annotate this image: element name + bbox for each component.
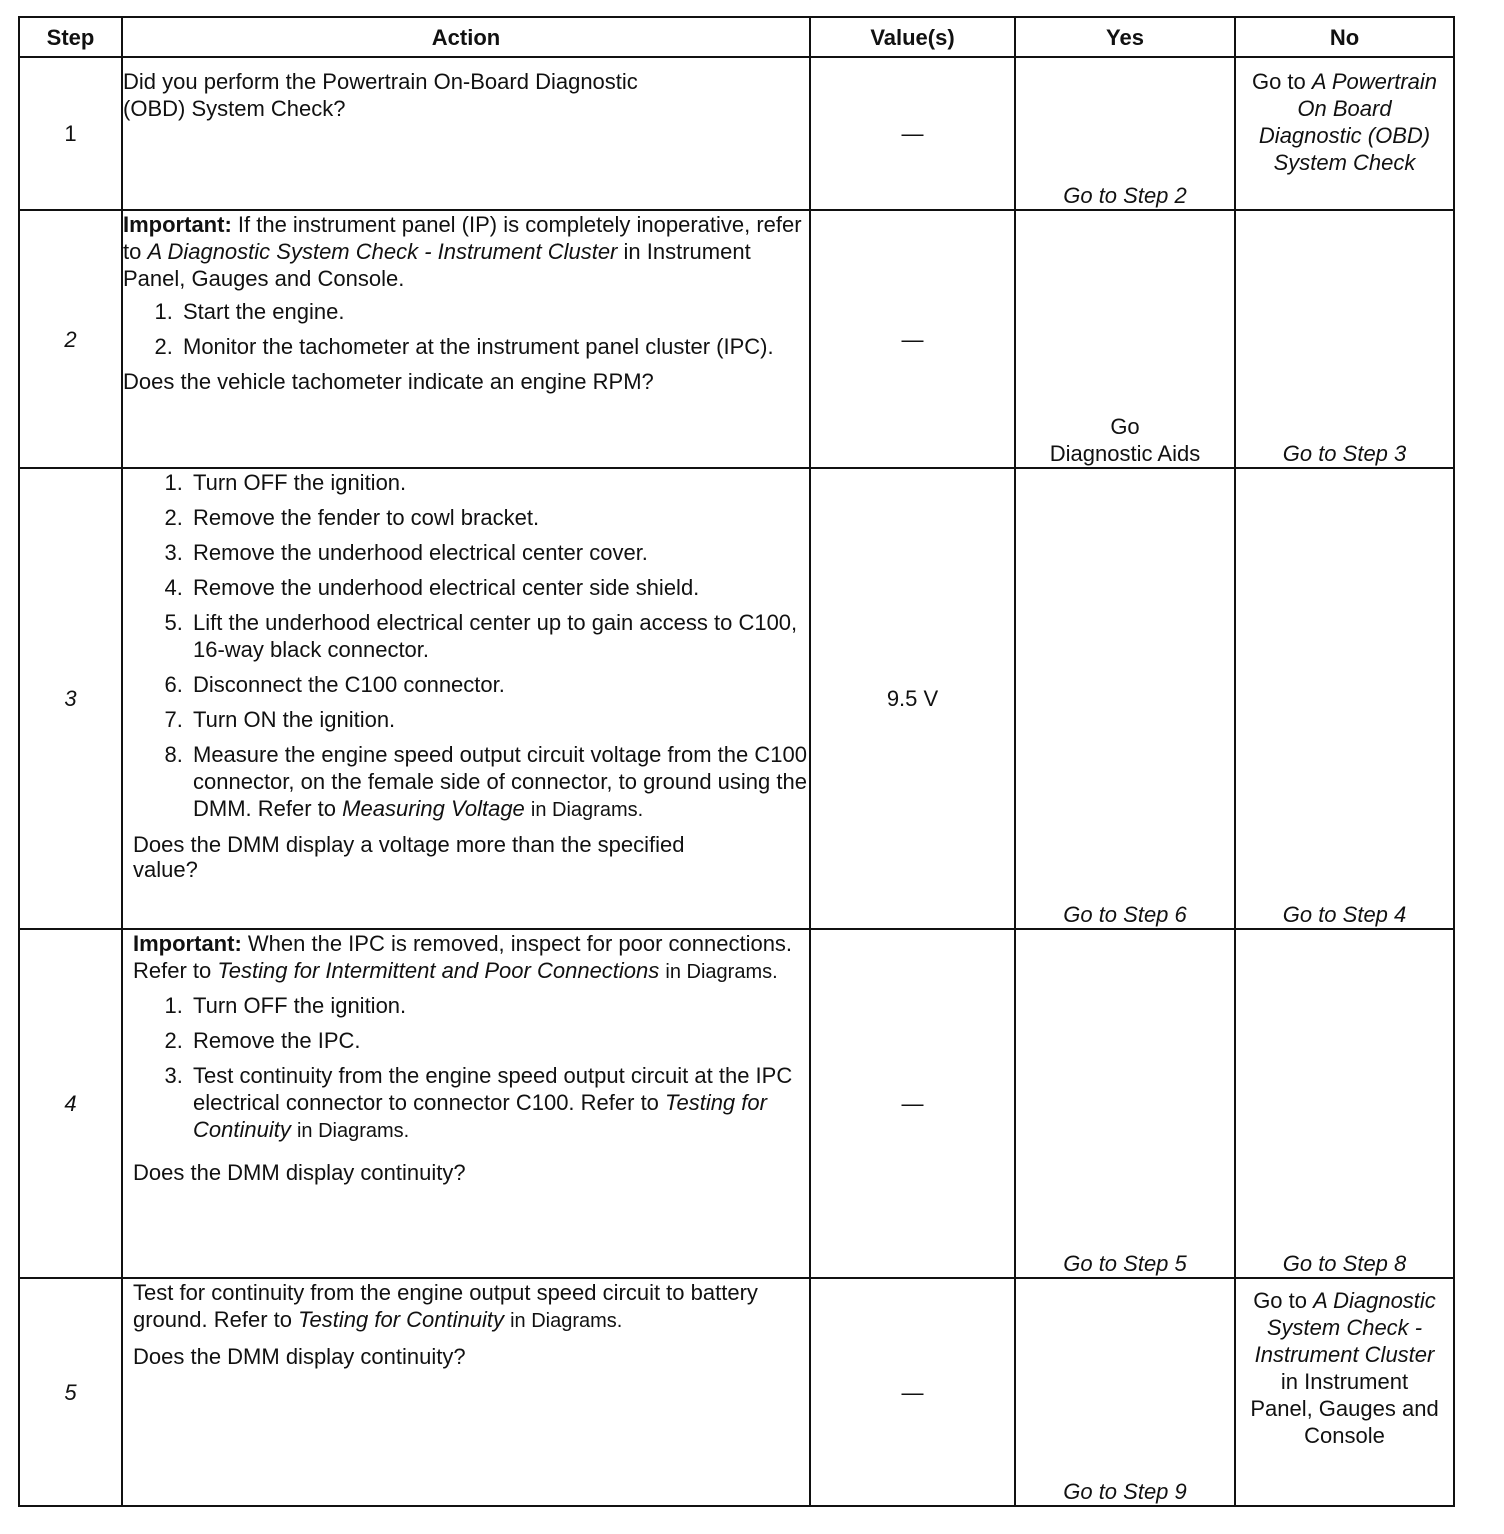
test-note: [133, 1279, 809, 1335]
value-text: —: [901, 1091, 924, 1116]
important-text: When the IPC is removed, inspect for poor connections. Refer to: [133, 931, 793, 983]
step8-tail: in Diagrams.: [530, 799, 644, 821]
no-link[interactable]: [1245, 68, 1445, 176]
step8-text: Measure the engine speed output circuit voltage from the C100 connector, on the female side of connector, to ground using the DMM. Refer to: [193, 742, 807, 821]
diagnostic-table: [18, 16, 1455, 1507]
step-number: 3: [19, 468, 122, 929]
value-cell: [810, 57, 1015, 210]
header-step: Step: [19, 17, 122, 57]
important-label: Important:: [133, 931, 242, 956]
list-item: 1. Turn OFF the ignition.: [189, 992, 809, 1019]
header-action: Action: [122, 17, 810, 57]
yes-line-2: Diagnostic Aids: [1049, 441, 1201, 466]
question-text: Does the DMM display continuity?: [133, 1344, 466, 1369]
action-cell: [122, 468, 810, 929]
step-number: 4: [19, 929, 122, 1278]
no-tail: in Instrument Panel, Gauges and Console: [1250, 1369, 1439, 1448]
yes-link[interactable]: Go to Step 5: [1063, 1251, 1187, 1276]
yes-cell: [1015, 210, 1235, 468]
action-cell: [122, 1278, 810, 1506]
header-no: No: [1235, 17, 1454, 57]
table-row-step-2: [19, 210, 1454, 468]
important-note: [133, 930, 809, 986]
no-cell: [1235, 1278, 1454, 1506]
step-list: [133, 469, 809, 824]
list-item: 2. Remove the IPC.: [189, 1027, 809, 1054]
value-text: —: [901, 1379, 924, 1405]
no-cell: [1235, 57, 1454, 210]
action-cell: [122, 929, 810, 1278]
list-item: 1. Start the engine.: [179, 298, 809, 325]
question-text: Did you perform the Powertrain On-Board Diagnostic (OBD) System Check?: [123, 69, 638, 121]
value-cell: [810, 929, 1015, 1278]
value-cell: [810, 1278, 1015, 1506]
important-tail: in Instrument Panel, Gauges and Console.: [123, 239, 751, 291]
important-label: Important:: [123, 212, 232, 237]
yes-cell: [1015, 57, 1235, 210]
important-ref[interactable]: Testing for Intermittent and Poor Connections: [217, 958, 660, 983]
no-cell: [1235, 210, 1454, 468]
value-cell: [810, 210, 1015, 468]
list-item: 6. Disconnect the C100 connector.: [189, 671, 809, 698]
no-pre: Go to: [1251, 69, 1306, 94]
question-text: Does the vehicle tachometer indicate an engine RPM?: [123, 369, 654, 394]
value-cell: [810, 468, 1015, 929]
step3-text: Test continuity from the engine speed output circuit at the IPC electrical connector to connector C100. Refer to: [193, 1063, 793, 1115]
yes-line-1: Go: [1110, 414, 1140, 439]
value-text: —: [901, 121, 924, 146]
header-values: Value(s): [810, 17, 1015, 57]
step-number: 1: [19, 57, 122, 210]
list-item: 2. Remove the fender to cowl bracket.: [189, 504, 809, 531]
step-number: 2: [19, 210, 122, 468]
no-link[interactable]: Go to Step 8: [1282, 1251, 1407, 1276]
important-note: [123, 211, 809, 292]
yes-cell: [1015, 929, 1235, 1278]
important-tail: in Diagrams.: [665, 961, 778, 983]
yes-link[interactable]: Go to Step 6: [1063, 902, 1187, 927]
action-cell: [122, 210, 810, 468]
action-cell: [122, 57, 810, 210]
step-number: 5: [19, 1278, 122, 1506]
step-list: [133, 992, 809, 1145]
step8-ref[interactable]: Measuring Voltage: [342, 796, 525, 821]
no-cell: [1235, 929, 1454, 1278]
question-text: Does the DMM display continuity?: [133, 1160, 466, 1185]
no-link[interactable]: Go to Step 4: [1282, 902, 1407, 927]
header-row: [19, 17, 1454, 57]
step3-ref[interactable]: Testing for Continuity: [193, 1090, 767, 1142]
list-item: 3. Remove the underhood electrical center cover.: [189, 539, 809, 566]
important-ref[interactable]: A Diagnostic System Check - Instrument Cluster: [147, 239, 618, 264]
test-text: Test for continuity from the engine output speed circuit to battery ground. Refer to: [133, 1280, 758, 1332]
value-text: —: [901, 326, 924, 352]
step-list: [123, 298, 809, 360]
table-row-step-4: [19, 929, 1454, 1278]
yes-cell: [1015, 1278, 1235, 1506]
list-item: 5. Lift the underhood electrical center up to gain access to C100, 16-way black connector.: [189, 609, 809, 663]
no-pre: Go to: [1253, 1288, 1307, 1313]
table-row-step-1: [19, 57, 1454, 210]
yes-cell: [1015, 468, 1235, 929]
list-item: [189, 741, 809, 824]
list-item: 4. Remove the underhood electrical center side shield.: [189, 574, 809, 601]
list-item: 1. Turn OFF the ignition.: [189, 469, 809, 496]
step3-tail: in Diagrams.: [296, 1120, 410, 1142]
no-cell: [1235, 468, 1454, 929]
no-ref: A Powertrain On Board Diagnostic (OBD) System Check: [1258, 69, 1438, 175]
list-item: [189, 1062, 809, 1145]
yes-link[interactable]: Go to Step 9: [1063, 1479, 1187, 1504]
question-text: Does the DMM display a voltage more than the specified value?: [133, 832, 685, 882]
yes-link[interactable]: Go to Step 2: [1063, 183, 1187, 208]
yes-link[interactable]: [1016, 413, 1234, 467]
header-yes: Yes: [1015, 17, 1235, 57]
no-link[interactable]: [1250, 1287, 1440, 1449]
list-item: 2. Monitor the tachometer at the instrument panel cluster (IPC).: [179, 333, 809, 360]
test-ref[interactable]: Testing for Continuity: [298, 1307, 504, 1332]
no-link[interactable]: Go to Step 3: [1282, 441, 1407, 466]
test-tail: in Diagrams.: [510, 1310, 623, 1332]
table-row-step-5: [19, 1278, 1454, 1506]
value-text: 9.5 V: [886, 686, 939, 711]
important-text: If the instrument panel (IP) is completely inoperative, refer to: [123, 212, 802, 264]
list-item: 7. Turn ON the ignition.: [189, 706, 809, 733]
no-ref: A Diagnostic System Check - Instrument Cluster: [1254, 1288, 1436, 1367]
table-row-step-3: [19, 468, 1454, 929]
